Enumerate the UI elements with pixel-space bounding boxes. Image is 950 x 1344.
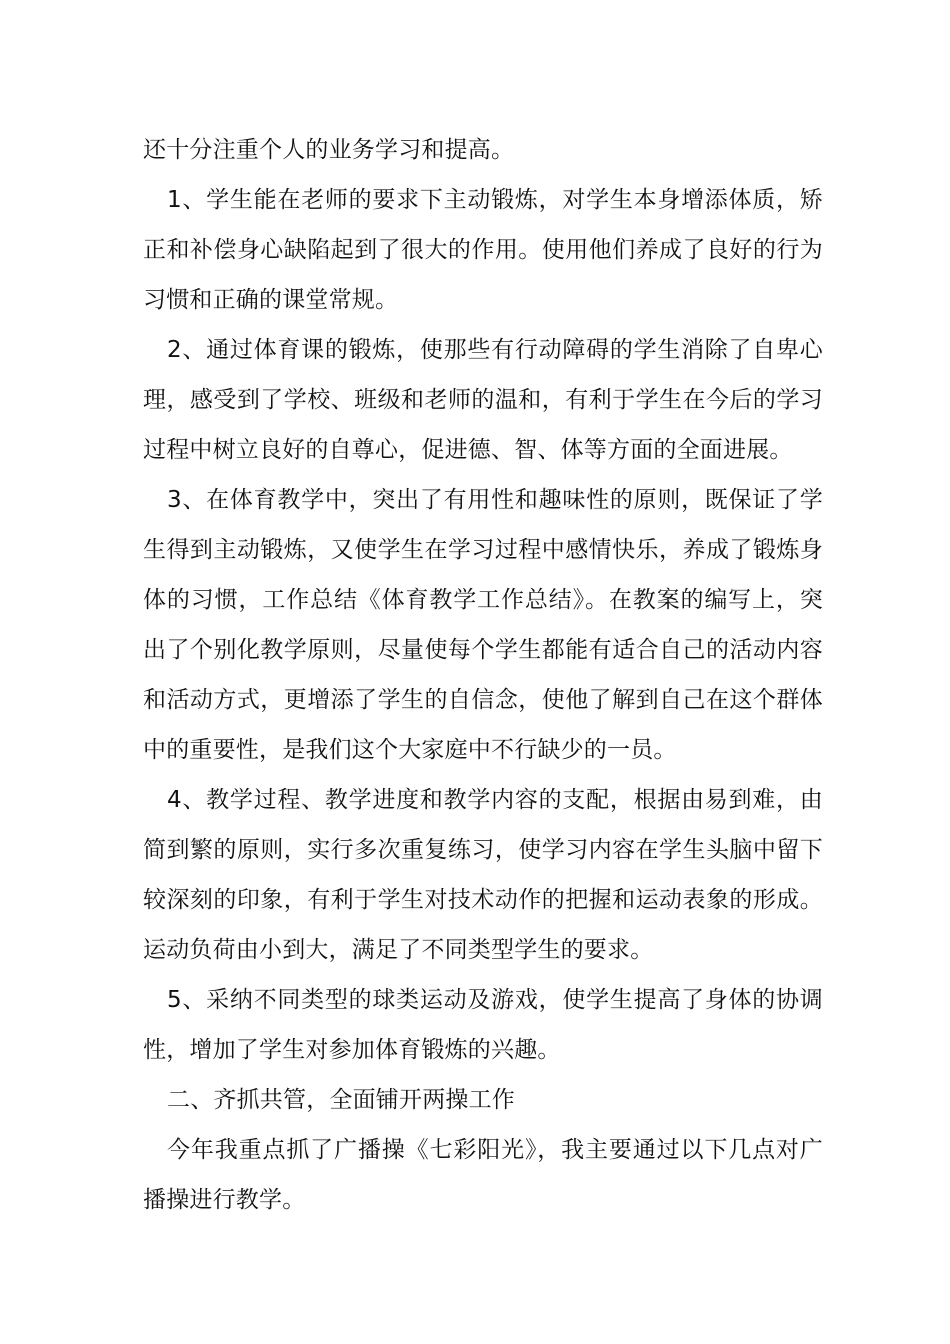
paragraph-item-1: 1、学生能在老师的要求下主动锻炼，对学生本身增添体质，矫正和补偿身心缺陷起到了很大的作用。使用他们养成了良好的行为习惯和正确的课堂常规。 (143, 187, 823, 313)
paragraph-broadcast-exercise: 今年我重点抓了广播操《七彩阳光》，我主要通过以下几点对广播操进行教学。 (143, 1137, 823, 1213)
paragraph-item-3: 3、在体育教学中，突出了有用性和趣味性的原则，既保证了学生得到主动锻炼，又使学生在学习过程中感情快乐，养成了锻炼身体的习惯，工作总结《体育教学工作总结》。在教案的编写上，突出了个别化教学原则，尽量使每个学生都能有适合自己的活动内容和活动方式，更增添了学生的自信念，使他了解到自己在这个群体中的重要性，是我们这个大家庭中不行缺少的一员。 (143, 487, 823, 763)
paragraph-continuation: 还十分注重个人的业务学习和提高。 (143, 137, 515, 163)
section-heading: 二、齐抓共管，全面铺开两操工作 (167, 1087, 515, 1113)
paragraph-item-2: 2、通过体育课的锻炼，使那些有行动障碍的学生消除了自卑心理，感受到了学校、班级和老师的温和，有利于学生在今后的学习过程中树立良好的自尊心，促进德、智、体等方面的全面进展。 (143, 337, 823, 463)
paragraph-item-5: 5、采纳不同类型的球类运动及游戏，使学生提高了身体的协调性，增加了学生对参加体育锻炼的兴趣。 (143, 987, 823, 1063)
body-text (143, 125, 823, 1225)
paragraph-item-4: 4、教学过程、教学进度和教学内容的支配，根据由易到难，由简到繁的原则，实行多次重复练习，使学习内容在学生头脑中留下较深刻的印象，有利于学生对技术动作的把握和运动表象的形成。运动负荷由小到大，满足了不同类型学生的要求。 (143, 787, 823, 963)
